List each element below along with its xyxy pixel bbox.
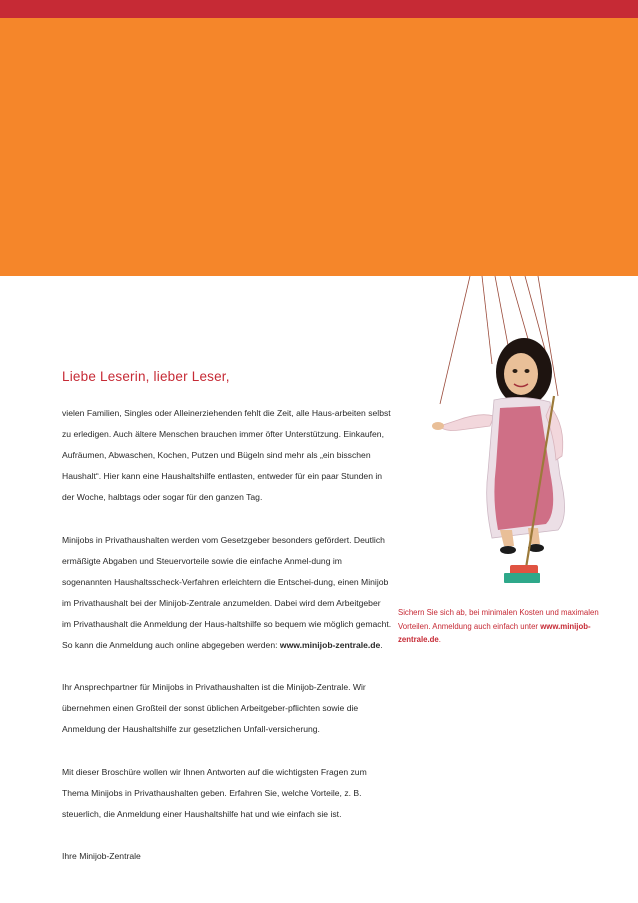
paragraph-1: vielen Familien, Singles oder Alleinerziehenden fehlt die Zeit, alle Haus-arbeiten selbst zu erledigen. Auch ältere Menschen brauchen immer öfter Unterstützung. Einkaufen, Aufräumen, Abwaschen, Kochen, Putzen und Bügeln sind mehr als „ein bisschen Haushalt“. Hier kann eine Haushaltshilfe entlasten, entweder für ein paar Stunden in der Woche, halbtags oder sogar für den ganzen Tag. [62, 408, 391, 503]
paragraph-2-end: . [380, 640, 383, 651]
paragraph-2 [62, 530, 392, 657]
caption-text: Sichern Sie sich ab, bei minimalen Kosten und maximalen Vorteilen. Anmeldung auch einfach unter [398, 608, 599, 631]
paragraph-3: Ihr Ansprechpartner für Minijobs in Privathaushalten ist die Minijob-Zentrale. Wir übernehmen einen Großteil der sonst üblichen Arbeitgeber-pflichten sowie die Anmeldung der Haushaltshilfe zur gesetzlichen Unfall-versicherung. [62, 682, 366, 735]
paragraph-2-text: Minijobs in Privathaushalten werden vom Gesetzgeber besonders gefördert. Deutlich ermäßigte Abgaben und Steuervorteile sowie die einfache Anmel-dung im sogenannten Haushaltsscheck-Verfahren erleichtern die Entschei-dung, einen Minijob im Privathaushalt bei der Minijob-Zentrale anzumelden. Dabei wird dem Arbeitgeber im Privathaushalt die Anmeldung der Haus-haltshilfe so bequem wie möglich gemacht. So kann die Anmeldung auch online abgegeben werden: [62, 534, 392, 651]
caption-website-link[interactable]: www.minijob-zentrale.de [398, 621, 591, 645]
image-caption [398, 606, 603, 647]
caption-end: . [438, 635, 441, 645]
orange-header-band [0, 18, 638, 276]
letter-body [62, 403, 392, 888]
marionette-puppet-illustration [400, 276, 600, 606]
top-red-stripe [0, 0, 638, 18]
signature: Ihre Minijob-Zentrale [62, 850, 141, 861]
page-headline: Liebe Leserin, lieber Leser, [62, 369, 230, 384]
paragraph-4: Mit dieser Broschüre wollen wir Ihnen Antworten auf die wichtigsten Fragen zum Thema Minijobs in Privathaushalten geben. Erfahren Sie, welche Vorteile, z. B. steuerlich, die Anmeldung einer Haushaltshilfe hat und wie einfach sie ist. [62, 766, 367, 819]
website-link[interactable]: www.minijob-zentrale.de [279, 640, 381, 651]
